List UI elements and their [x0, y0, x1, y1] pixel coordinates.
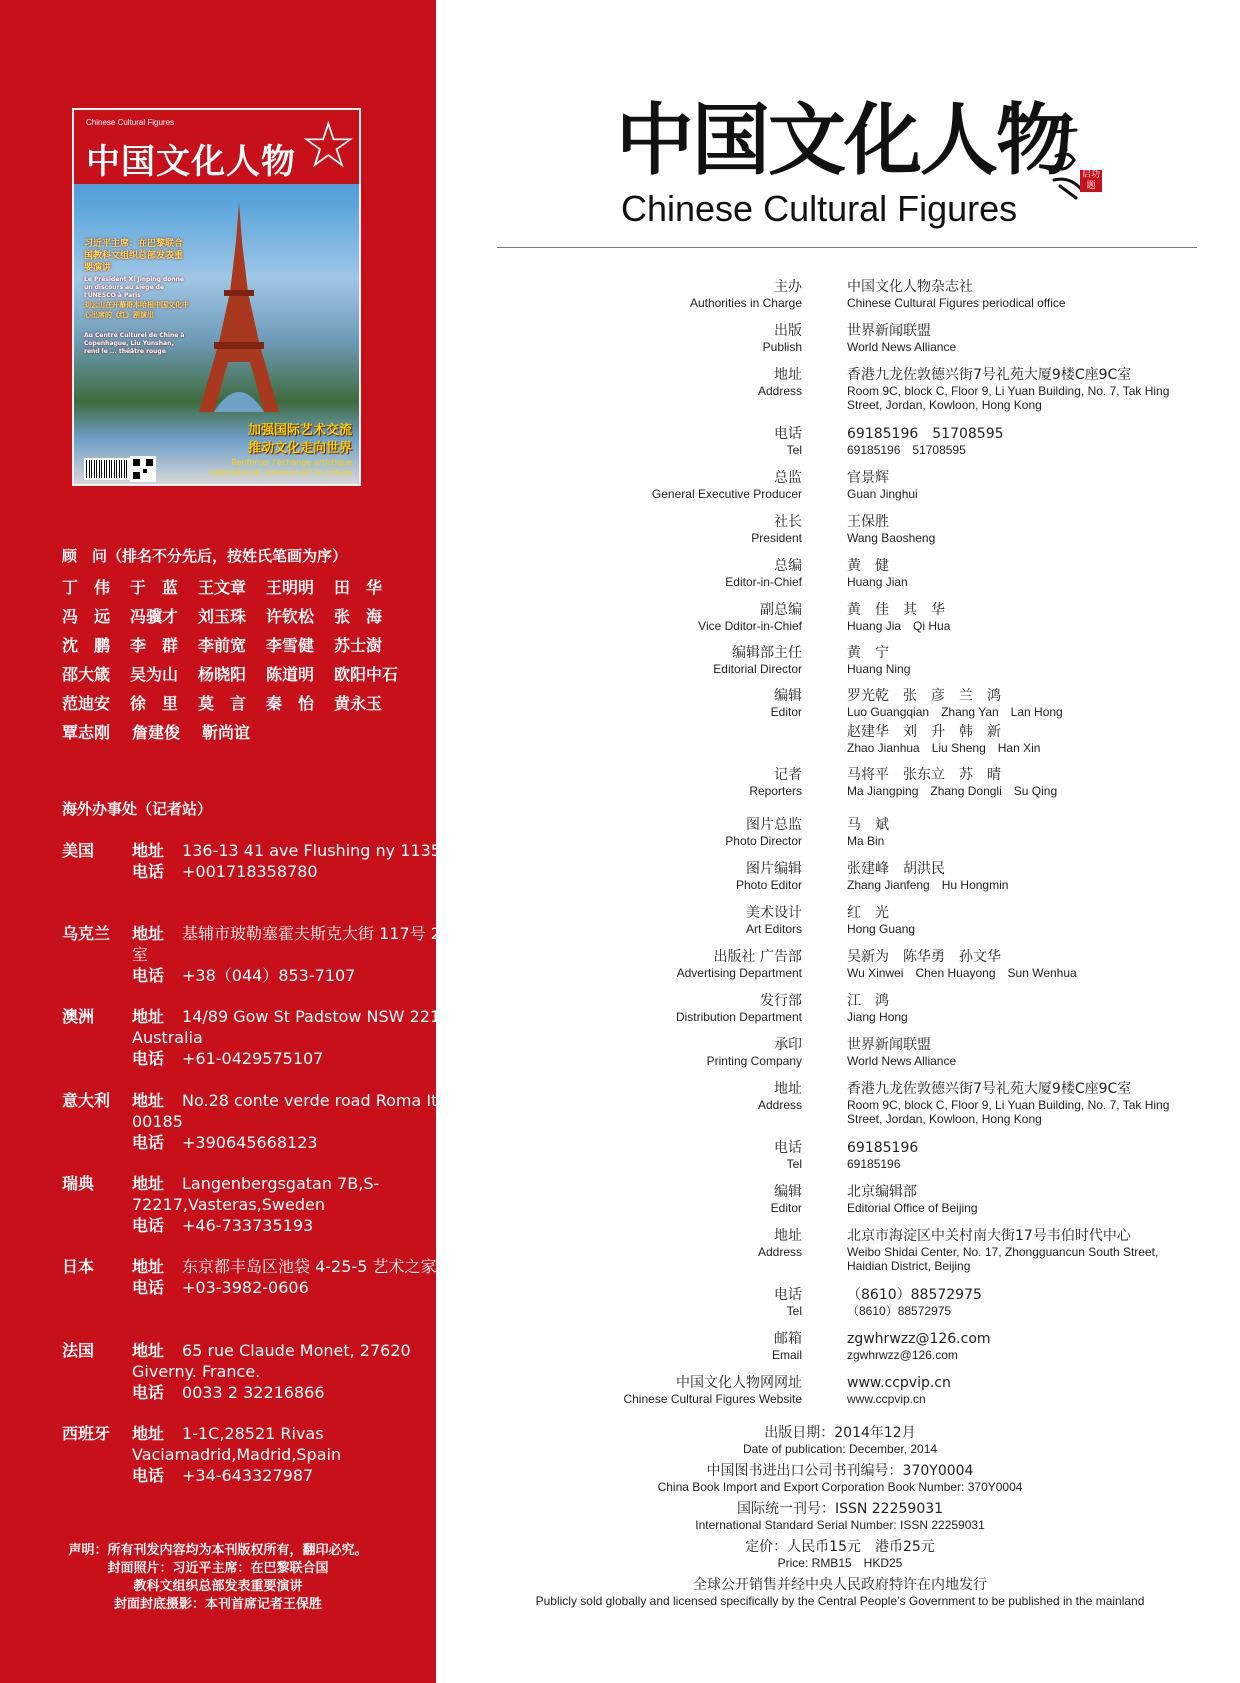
- label-english: Art Editors: [745, 922, 802, 936]
- masthead-label: [623, 1374, 802, 1406]
- masthead-label: [725, 816, 802, 848]
- publication-chinese: 国际统一刊号：ISSN 22259031: [736, 1501, 944, 1517]
- label-chinese: 地址: [774, 1228, 802, 1244]
- label-english: Editor-in-Chief: [725, 575, 802, 589]
- value-chinese: 北京编辑部: [847, 1184, 917, 1200]
- label-english: Chinese Cultural Figures Website: [623, 1392, 802, 1406]
- tel-value: +03-3982-0606: [182, 1278, 309, 1297]
- address-label: 地址: [132, 841, 165, 860]
- advisor-name: 于 蓝: [130, 578, 179, 597]
- notice-line: 声明：所有刊发内容均为本刊版权所有，翻印必究。: [68, 1543, 368, 1558]
- label-english: Distribution Department: [675, 1010, 802, 1024]
- cover-headline-1: 习近平主席：在巴黎联合国教科文组织总部发表重要演讲: [84, 239, 184, 273]
- masthead-value: [847, 992, 1177, 1024]
- masthead-label: [771, 1183, 802, 1215]
- masthead-value: [847, 1183, 1177, 1215]
- value-chinese: 黄 佳 其 华: [847, 602, 945, 618]
- value-english: Huang Ning: [847, 662, 911, 676]
- value-chinese: 红 光: [847, 905, 889, 921]
- masthead-label: [772, 1330, 802, 1362]
- address-value: Langenbergsgatan 7B,S-72217,Vasteras,Sweden: [132, 1174, 380, 1214]
- address-label: 地址: [132, 1007, 165, 1026]
- advisor-row: [62, 691, 402, 720]
- label-english: Vice Dditor-in-Chief: [698, 619, 802, 633]
- masthead-value: [847, 1080, 1177, 1126]
- office-address: [132, 1256, 462, 1277]
- cover-banner-french: Renforcer l'échange artistique international, promouvoir la culture: [209, 458, 352, 477]
- label-chinese: 出版社 广告部: [713, 949, 802, 965]
- value-english: Ma Bin: [847, 834, 885, 848]
- advisor-name: 覃志刚: [62, 723, 111, 742]
- masthead-label: [652, 469, 802, 501]
- office-details: [132, 1090, 462, 1153]
- address-value: 136-13 41 ave Flushing ny 11355: [182, 841, 452, 860]
- label-chinese: 总编: [774, 558, 802, 574]
- label-english: Publish: [762, 340, 802, 354]
- address-label: 地址: [132, 1341, 165, 1360]
- address-label: 地址: [132, 1257, 165, 1276]
- value-english: Room 9C, block C, Floor 9, Li Yuan Building, No. 7, Tak Hing Street, Jordan, Kowloon, Hong Kong: [847, 384, 1170, 412]
- publication-chinese: 全球公开销售并经中央人民政府特许在内地发行: [693, 1577, 987, 1593]
- value-chinese: 罗光乾 张 彦 兰 鸿: [847, 688, 1001, 704]
- label-chinese: 编辑部主任: [732, 645, 802, 661]
- value-english: zgwhrwzz@126.com: [847, 1348, 958, 1362]
- value-english: Hong Guang: [847, 922, 916, 936]
- office-details: [132, 1423, 462, 1486]
- label-chinese: 主办: [774, 279, 802, 295]
- address-value: 1-1C,28521 Rivas Vaciamadrid,Madrid,Spain: [132, 1424, 342, 1464]
- office-address: [132, 1006, 462, 1048]
- masthead-value: [847, 1330, 1177, 1362]
- label-english: Editor: [770, 705, 802, 719]
- label-chinese: 总监: [774, 470, 802, 486]
- office-country: 乌克兰: [62, 924, 111, 943]
- publication-english: International Standard Serial Number: ISSN 22259031: [695, 1518, 985, 1532]
- office-details: [132, 840, 462, 882]
- value-english: Editorial Office of Beijing: [847, 1201, 978, 1215]
- notice-line: 教科文组织总部发表重要演讲: [133, 1579, 303, 1594]
- label-english: Tel: [786, 1304, 802, 1318]
- office-address: [132, 1423, 462, 1465]
- value-chinese: 张建峰 胡洪民: [847, 861, 945, 877]
- publication-chinese: 中国图书进出口公司书刊编号：370Y0004: [706, 1463, 974, 1479]
- masthead-value: [847, 322, 1177, 354]
- value-chinese: 江 鸿: [847, 993, 889, 1009]
- office-address: [132, 1173, 462, 1215]
- label-chinese: 美术设计: [746, 905, 802, 921]
- advisor-name: 许钦松: [266, 607, 315, 626]
- value-chinese: 世界新闻联盟: [847, 1037, 931, 1053]
- advisor-name: 杨晓阳: [198, 665, 247, 684]
- label-english: Editorial Director: [713, 662, 802, 676]
- tel-label: 电话: [132, 1466, 165, 1485]
- value-english: Wu Xinwei Chen Huayong Sun Wenhua: [847, 966, 1077, 980]
- label-chinese: 电话: [774, 1140, 802, 1156]
- address-value: 14/89 Gow St Padstow NSW 2211 Australia: [132, 1007, 451, 1047]
- value-english: Zhao Jianhua Liu Sheng Han Xin: [847, 741, 1041, 755]
- eiffel-tower-illustration: [184, 202, 294, 432]
- office-address: [132, 923, 462, 965]
- masthead-value: [847, 601, 1177, 633]
- label-english: Email: [771, 1348, 802, 1362]
- label-chinese: 编辑: [774, 1184, 802, 1200]
- masthead-label: [774, 1286, 802, 1318]
- value-chinese: 69185196: [847, 1140, 919, 1156]
- masthead-label: [707, 1036, 802, 1068]
- masthead-label: [758, 1080, 802, 1112]
- left-red-panel: [0, 0, 462, 1683]
- advisor-name: 田 华: [334, 578, 383, 597]
- advisor-name: 李前宽: [198, 636, 247, 655]
- value-chinese: 黄 宁: [847, 645, 889, 661]
- masthead-value: [847, 425, 1177, 457]
- publication-english: China Book Import and Export Corporation Book Number: 370Y0004: [657, 1480, 1023, 1494]
- office-tel: [132, 1382, 462, 1403]
- label-chinese: 社长: [774, 514, 802, 530]
- advisor-row: [62, 633, 402, 662]
- advisor-row: [62, 662, 402, 691]
- advisor-name: 王明明: [266, 578, 315, 597]
- publication-chinese: 定价：人民币15元 港币25元: [745, 1539, 935, 1555]
- office-country: 瑞典: [62, 1174, 95, 1193]
- masthead-value: [847, 816, 1177, 848]
- office-details: [132, 923, 462, 986]
- label-chinese: 图片总监: [746, 817, 802, 833]
- advisor-name: 李 群: [130, 636, 179, 655]
- masthead-label: [774, 1139, 802, 1171]
- value-english: Jiang Hong: [847, 1010, 908, 1024]
- masthead-label: [758, 1227, 802, 1259]
- office-details: [132, 1173, 462, 1236]
- advisor-name: 莫 言: [198, 694, 247, 713]
- advisor-name: 黄永玉: [334, 694, 383, 713]
- value-chinese: 北京市海淀区中关村南大街17号韦伯时代中心: [847, 1228, 1131, 1244]
- label-english: Authorities in Charge: [689, 296, 802, 310]
- overseas-offices-heading: 海外办事处（记者站）: [62, 800, 213, 818]
- office-address: [132, 1090, 462, 1132]
- label-chinese: 地址: [774, 1081, 802, 1097]
- advisor-name: 苏士澍: [334, 636, 383, 655]
- tel-value: +34-643327987: [182, 1466, 314, 1485]
- label-english: Address: [757, 1098, 802, 1112]
- label-english: Address: [757, 1245, 802, 1259]
- label-english: Advertising Department: [676, 966, 802, 980]
- masthead-label: [690, 278, 802, 310]
- advisor-name: 王文章: [198, 578, 247, 597]
- tel-label: 电话: [132, 1278, 165, 1297]
- tel-label: 电话: [132, 1383, 165, 1402]
- masthead-value: [847, 1036, 1177, 1068]
- masthead-label: [713, 644, 802, 676]
- value-english: 69185196: [847, 1157, 901, 1171]
- cover-chinese-title: 中国文化人物: [86, 142, 296, 182]
- office-tel: [132, 1277, 462, 1298]
- masthead-value: [847, 366, 1177, 412]
- red-seal-stamp: 启功题: [1081, 170, 1100, 191]
- value-english: Weibo Shidai Center, No. 17, Zhongguancun South Street, Haidian District, Beijing: [847, 1245, 1159, 1273]
- tel-value: +61-0429575107: [182, 1049, 324, 1068]
- masthead-label: [698, 601, 802, 633]
- value-english: World News Alliance: [847, 1054, 957, 1068]
- advisor-name: 冯骥才: [130, 607, 179, 626]
- masthead-label: [758, 366, 802, 398]
- advisor-name: 徐 里: [130, 694, 179, 713]
- value-english: Ma Jiangping Zhang Dongli Su Qing: [847, 784, 1058, 798]
- value-english: Chinese Cultural Figures periodical office: [847, 296, 1066, 310]
- cover-banner: [182, 422, 352, 458]
- cover-headline-1-fr: Le Président Xi Jinping donne un discours au siège de l'UNESCO à Paris: [84, 276, 184, 299]
- advisors-list: [62, 575, 402, 749]
- masthead-value: [847, 904, 1177, 936]
- address-value: 基辅市玻勒塞霍夫斯克大街 117号 247室: [132, 924, 462, 964]
- advisor-name: 沈 鹏: [62, 636, 111, 655]
- cover-headline-2-fr: Au Centre Culturel de Chine à Copenhague, Liu Yunshan, rend le ... théâtre rouge: [84, 332, 185, 355]
- office-address: [132, 1340, 462, 1382]
- notice-line: 封面照片：习近平主席：在巴黎联合国: [107, 1561, 329, 1576]
- office-country: 日本: [62, 1257, 95, 1276]
- advisor-name: 刘玉珠: [198, 607, 247, 626]
- magazine-cover-image: [72, 108, 361, 486]
- publication-english: Price: RMB15 HKD25: [777, 1556, 903, 1570]
- label-english: Editor: [770, 1201, 802, 1215]
- advisor-name: 陈道明: [266, 665, 315, 684]
- label-chinese: 发行部: [760, 993, 802, 1009]
- advisor-row: [62, 720, 402, 749]
- value-english: （8610）88572975: [847, 1304, 952, 1318]
- advisor-name: 吴为山: [130, 665, 179, 684]
- masthead-value: [847, 687, 1177, 755]
- masthead-label: [774, 425, 802, 457]
- label-english: Photo Editor: [735, 878, 802, 892]
- label-english: Tel: [786, 1157, 802, 1171]
- office-details: [132, 1256, 462, 1298]
- tel-label: 电话: [132, 1049, 165, 1068]
- address-value: 65 rue Claude Monet, 27620 Giverny. France.: [132, 1341, 411, 1381]
- advisor-name: 邵大箴: [62, 665, 111, 684]
- value-chinese: 香港九龙佐敦德兴街7号礼苑大厦9楼C座9C室: [847, 1081, 1132, 1097]
- label-chinese: 副总编: [760, 602, 802, 618]
- label-english: Reporters: [749, 784, 802, 798]
- value-chinese: 中国文化人物杂志社: [847, 279, 973, 295]
- cover-english-title: Chinese Cultural Figures: [86, 118, 175, 127]
- publication-line: [490, 1538, 1190, 1570]
- office-country: 西班牙: [62, 1424, 111, 1443]
- cover-banner-line-1: 加强国际艺术交流: [247, 423, 352, 438]
- address-label: 地址: [132, 1424, 165, 1443]
- masthead-value: [847, 278, 1177, 310]
- tel-value: +46-733735193: [182, 1216, 314, 1235]
- value-chinese: 69185196 51708595: [847, 426, 1004, 442]
- label-chinese: 电话: [774, 426, 802, 442]
- star-icon: ☆: [299, 109, 357, 183]
- label-english: Printing Company: [706, 1054, 802, 1068]
- label-english: General Executive Producer: [651, 487, 802, 501]
- magazine-logo-english: Chinese Cultural Figures: [621, 188, 1018, 229]
- label-chinese: 邮箱: [774, 1331, 802, 1347]
- masthead-value: [847, 860, 1177, 892]
- masthead-label: [736, 860, 802, 892]
- address-label: 地址: [132, 1091, 165, 1110]
- label-english: Tel: [786, 443, 802, 457]
- cover-headline-2: 刘云山在开幕哥本哈根中国文化中心出席的《红》剧演出: [84, 301, 189, 319]
- advisor-name: 詹建俊: [132, 723, 181, 742]
- masthead-value: [847, 1286, 1177, 1318]
- office-country: 意大利: [62, 1091, 111, 1110]
- publication-chinese: 出版日期：2014年12月: [764, 1425, 916, 1441]
- value-chinese: 黄 健: [847, 558, 889, 574]
- value-chinese: 马将平 张东立 苏 晴: [847, 767, 1001, 783]
- office-address: [132, 840, 462, 861]
- masthead-value: [847, 469, 1177, 501]
- masthead-value: [847, 644, 1177, 676]
- advisor-name: 李雪健: [266, 636, 315, 655]
- value-english: Huang Jian: [847, 575, 908, 589]
- masthead-label: [763, 322, 802, 354]
- masthead-value: [847, 557, 1177, 589]
- qr-code-icon: [130, 456, 156, 482]
- advisor-row: [62, 575, 402, 604]
- value-english: www.ccpvip.cn: [847, 1392, 926, 1406]
- office-country: 法国: [62, 1341, 95, 1360]
- value-chinese: zgwhrwzz@126.com: [847, 1331, 991, 1347]
- cover-masthead: [74, 110, 359, 184]
- value-chinese: 马 斌: [847, 817, 889, 833]
- masthead-label: [677, 948, 802, 980]
- label-chinese: 电话: [774, 1287, 802, 1303]
- publication-english: Date of publication: December, 2014: [742, 1442, 938, 1456]
- office-country: 澳洲: [62, 1007, 95, 1026]
- tel-value: +38（044）853-7107: [182, 966, 356, 985]
- advisor-name: 秦 怡: [266, 694, 315, 713]
- label-english: Address: [757, 384, 802, 398]
- masthead-value: [847, 1374, 1177, 1406]
- value-chinese: 香港九龙佐敦德兴街7号礼苑大厦9楼C座9C室: [847, 367, 1132, 383]
- tel-value: 0033 2 32216866: [182, 1383, 325, 1402]
- masthead-label: [676, 992, 802, 1024]
- masthead-value: [847, 948, 1177, 980]
- value-english: Zhang Jianfeng Hu Hongmin: [847, 878, 1009, 892]
- label-chinese: 编辑: [774, 688, 802, 704]
- value-chinese: 吴新为 陈华勇 孙文华: [847, 949, 1001, 965]
- masthead-label: [751, 513, 802, 545]
- tel-label: 电话: [132, 1216, 165, 1235]
- label-english: Photo Director: [725, 834, 802, 848]
- barcode-icon: [84, 458, 130, 480]
- advisor-row: [62, 604, 402, 633]
- value-chinese: 赵建华 刘 升 韩 新: [847, 724, 1001, 740]
- office-details: [132, 1006, 462, 1069]
- label-chinese: 地址: [774, 367, 802, 383]
- office-details: [132, 1340, 462, 1403]
- value-chinese: www.ccpvip.cn: [847, 1375, 951, 1391]
- publication-line: [490, 1500, 1190, 1532]
- publication-line: [490, 1424, 1190, 1456]
- copyright-notice: [0, 1542, 436, 1614]
- advisor-name: 欧阳中石: [334, 665, 399, 684]
- advisor-name: 范迪安: [62, 694, 111, 713]
- label-chinese: 图片编辑: [746, 861, 802, 877]
- value-english: Room 9C, block C, Floor 9, Li Yuan Building, No. 7, Tak Hing Street, Jordan, Kowloon, Hong Kong: [847, 1098, 1170, 1126]
- value-chinese: 世界新闻联盟: [847, 323, 931, 339]
- value-chinese: 官景辉: [847, 470, 889, 486]
- label-english: President: [751, 531, 802, 545]
- office-tel: [132, 965, 462, 986]
- publication-line: [490, 1576, 1190, 1608]
- label-chinese: 承印: [774, 1037, 802, 1053]
- label-chinese: 记者: [774, 767, 802, 783]
- tel-label: 电话: [132, 862, 165, 881]
- masthead-label: [725, 557, 802, 589]
- advisor-name: 丁 伟: [62, 578, 111, 597]
- tel-value: +390645668123: [182, 1133, 318, 1152]
- publication-english: Publicly sold globally and licensed specifically by the Central People’s Government to be published in the mainland: [535, 1594, 1145, 1608]
- masthead-label: [771, 687, 802, 719]
- value-english: World News Alliance: [847, 340, 957, 354]
- office-tel: [132, 1048, 462, 1069]
- value-chinese: 王保胜: [847, 514, 889, 530]
- value-english: Luo Guangqian Zhang Yan Lan Hong: [847, 705, 1063, 719]
- masthead-value: [847, 513, 1177, 545]
- masthead-label: [749, 766, 802, 798]
- value-english: 69185196 51708595: [847, 443, 966, 457]
- value-english: Guan Jinghui: [847, 487, 918, 501]
- masthead-value: [847, 1139, 1177, 1171]
- address-label: 地址: [132, 924, 165, 943]
- notice-line: 封面封底摄影：本刊首席记者王保胜: [113, 1597, 322, 1612]
- value-english: Wang Baosheng: [847, 531, 936, 545]
- address-value: No.28 conte verde road Roma Italy 00185: [132, 1091, 462, 1131]
- label-chinese: 出版: [774, 323, 802, 339]
- office-tel: [132, 1215, 462, 1236]
- tel-value: +001718358780: [182, 862, 318, 881]
- advisors-heading: 顾 问（排名不分先后，按姓氏笔画为序）: [62, 547, 348, 565]
- masthead-value: [847, 1227, 1177, 1273]
- tel-label: 电话: [132, 1133, 165, 1152]
- office-tel: [132, 1132, 462, 1153]
- label-chinese: 中国文化人物网网址: [676, 1375, 802, 1391]
- office-tel: [132, 861, 462, 882]
- cover-banner-line-2: 推动文化走向世界: [247, 441, 352, 456]
- masthead-label: [746, 904, 802, 936]
- masthead-value: [847, 766, 1177, 798]
- header-divider: [497, 247, 1197, 248]
- value-english: Huang Jia Qi Hua: [847, 619, 951, 633]
- advisor-name: 靳尚谊: [202, 723, 251, 742]
- publication-line: [490, 1462, 1190, 1494]
- office-country: 美国: [62, 841, 95, 860]
- office-tel: [132, 1465, 462, 1486]
- address-value: 东京都丰岛区池袋 4-25-5 艺术之家 2F: [182, 1257, 461, 1276]
- tel-label: 电话: [132, 966, 165, 985]
- value-chinese: （8610）88572975: [847, 1287, 982, 1303]
- magazine-logo-chinese: 中国文化人物: [616, 95, 1073, 186]
- address-label: 地址: [132, 1174, 165, 1193]
- advisor-name: 张 海: [334, 607, 383, 626]
- advisor-name: 冯 远: [62, 607, 111, 626]
